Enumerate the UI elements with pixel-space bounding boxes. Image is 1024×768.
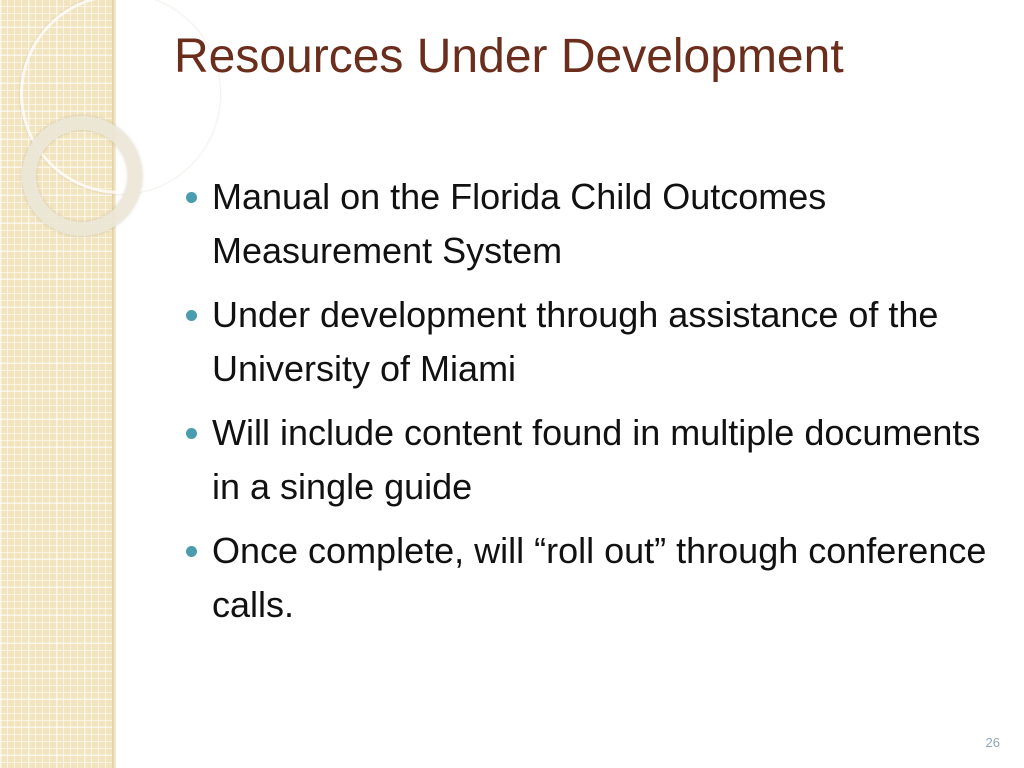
bullet-list (186, 170, 1006, 642)
bullet-text: Manual on the Florida Child Outcomes Measurement System (212, 176, 827, 271)
slide-title: Resources Under Development (174, 30, 844, 83)
bullet-item (186, 406, 1006, 514)
bullet-dot-icon (186, 546, 197, 557)
bullet-dot-icon (186, 192, 197, 203)
bullet-item (186, 524, 1006, 632)
bullet-text: Under development through assistance of the University of Miami (212, 294, 939, 389)
page-number: 26 (985, 735, 1000, 750)
decorative-ring-small (22, 116, 142, 236)
bullet-text: Will include content found in multiple documents in a single guide (212, 412, 981, 507)
bullet-item (186, 288, 1006, 396)
bullet-item (186, 170, 1006, 278)
bullet-text: Once complete, will “roll out” through conference calls. (212, 530, 987, 625)
bullet-dot-icon (186, 428, 197, 439)
bullet-dot-icon (186, 310, 197, 321)
